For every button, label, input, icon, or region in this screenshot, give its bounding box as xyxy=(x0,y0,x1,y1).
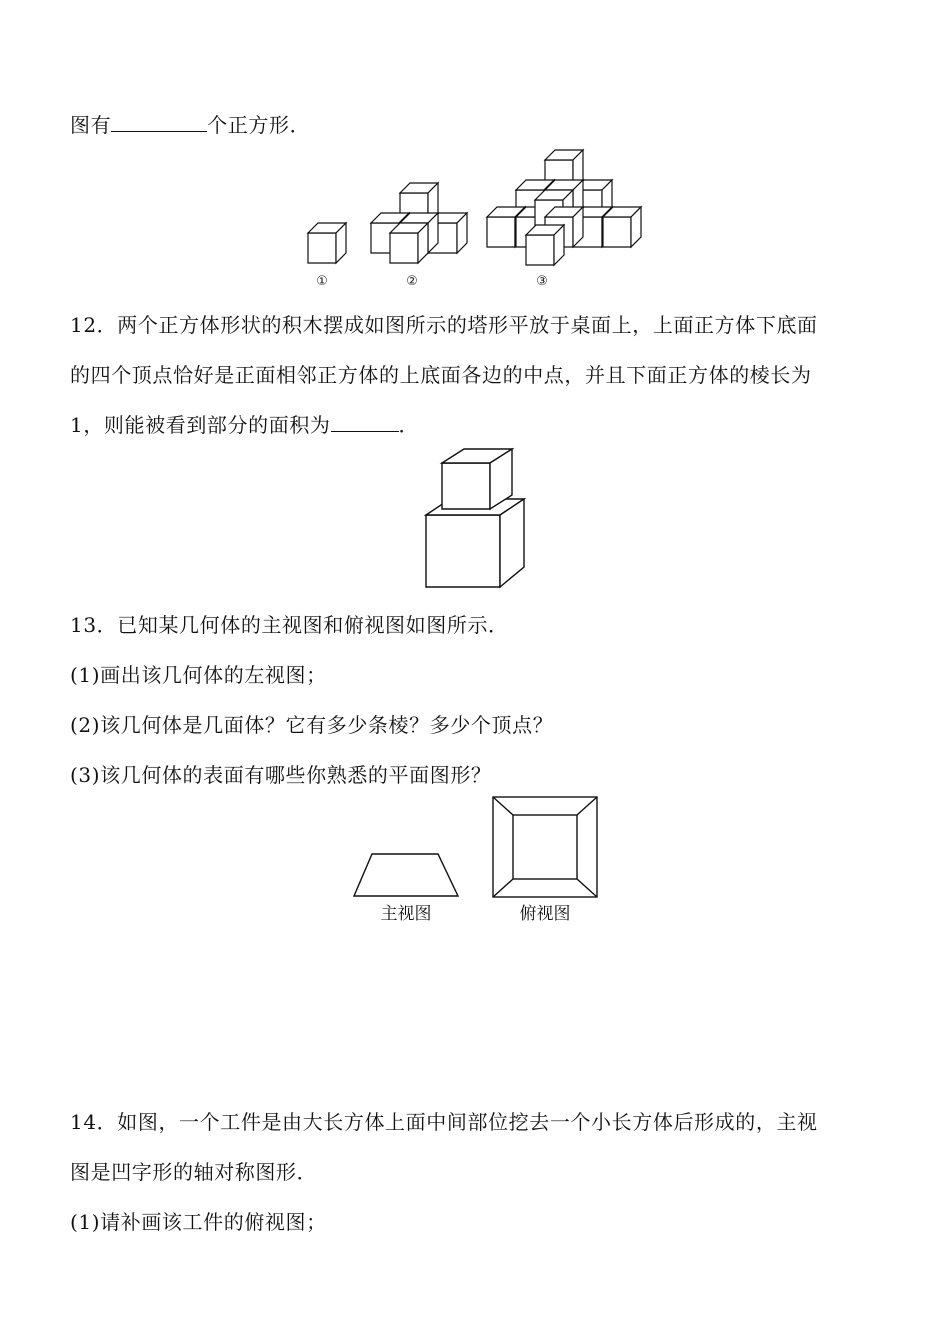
pattern-1-cubes xyxy=(308,223,346,263)
front-view-caption: 主视图 xyxy=(380,904,432,924)
q11-tail-line xyxy=(70,112,310,138)
q12-line-3-before: 1，则能被看到部分的面积为 xyxy=(70,413,331,437)
q11-tail-after: 个正方形． xyxy=(207,113,311,137)
bottom-cube-side xyxy=(500,499,524,587)
q13-part-1: (1)画出该几何体的左视图； xyxy=(70,663,327,687)
q13-front-view xyxy=(350,850,462,900)
q12-tower-figure xyxy=(420,445,530,593)
q13-stem: 13．已知某几何体的主视图和俯视图如图所示． xyxy=(70,613,509,637)
q13-top-view xyxy=(490,794,602,902)
q14-line-1: 14．如图，一个工件是由大长方体上面中间部位挖去一个小长方体后形成的，主视 xyxy=(70,1110,818,1134)
top-view-caption: 俯视图 xyxy=(519,904,571,924)
front-view-svg xyxy=(350,850,462,900)
bottom-cube-front xyxy=(426,515,500,587)
tower-svg xyxy=(420,445,530,593)
pattern-label-3: ③ xyxy=(536,274,548,289)
pattern-2-cubes xyxy=(371,183,467,263)
q12-line-1: 12．两个正方体形状的积木摆成如图所示的塔形平放于桌面上，上面正方体下底面 xyxy=(70,313,818,337)
top-cube-front xyxy=(442,463,490,509)
top-view-svg xyxy=(490,794,602,902)
q11-tail-before: 图有 xyxy=(70,113,112,137)
cube-pattern-svg xyxy=(300,145,650,293)
q14-part-1: (1)请补画该工件的俯视图； xyxy=(70,1210,327,1234)
q11-cube-figure xyxy=(300,145,650,293)
q14-line-2: 图是凹字形的轴对称图形． xyxy=(70,1160,318,1184)
pattern-label-2: ② xyxy=(406,274,418,289)
pattern-label-1: ① xyxy=(316,274,328,289)
q12-line-3 xyxy=(70,412,419,438)
q11-answer-blank[interactable] xyxy=(111,113,207,132)
outer-square xyxy=(493,797,597,897)
q13-part-2: (2)该几何体是几面体？它有多少条棱？多少个顶点？ xyxy=(70,713,554,737)
q12-line-3-after: ． xyxy=(398,413,420,437)
trapezoid-shape xyxy=(354,854,458,896)
q13-part-3: (3)该几何体的表面有哪些你熟悉的平面图形？ xyxy=(70,763,492,787)
q12-line-2: 的四个顶点恰好是正面相邻正方体的上底面各边的中点，并且下面正方体的棱长为 xyxy=(70,363,812,387)
pattern-3-cubes xyxy=(487,150,641,265)
q12-answer-blank[interactable] xyxy=(331,413,399,432)
